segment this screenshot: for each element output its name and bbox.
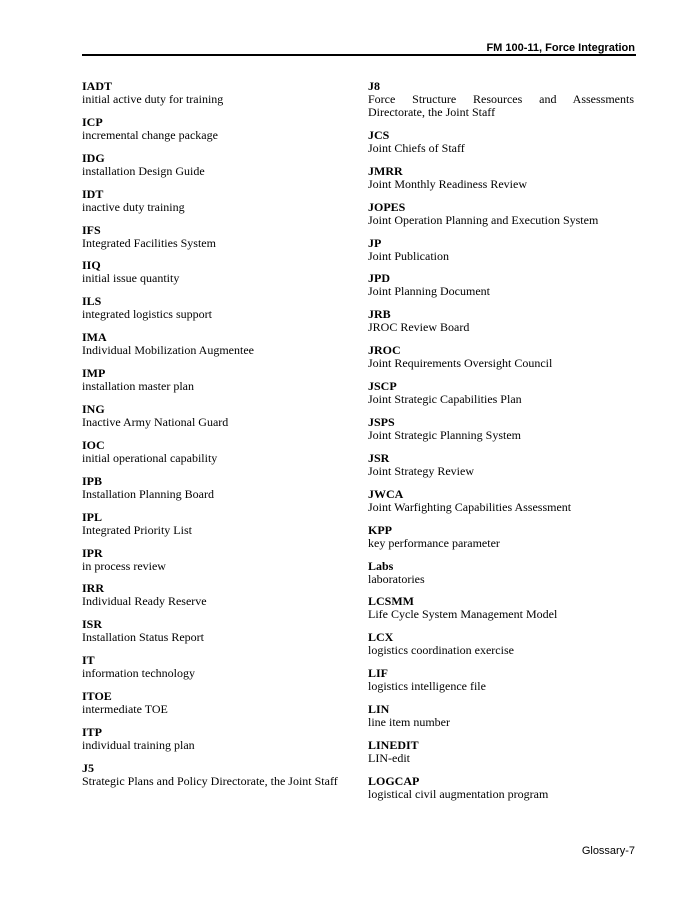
glossary-right-column <box>368 80 634 811</box>
glossary-entry <box>368 631 634 657</box>
glossary-term: IT <box>82 653 95 668</box>
glossary-term: JRB <box>368 307 391 322</box>
glossary-definition: key performance parameter <box>368 535 500 550</box>
glossary-term: IMA <box>82 330 107 345</box>
glossary-term: KPP <box>368 522 392 537</box>
glossary-definition: Individual Ready Reserve <box>82 594 207 609</box>
glossary-definition: initial active duty for training <box>82 92 224 106</box>
glossary-entry <box>82 690 352 716</box>
glossary-entry <box>82 152 352 178</box>
glossary-definition: incremental change package <box>82 127 218 142</box>
glossary-definition: Joint Chiefs of Staff <box>368 140 465 155</box>
glossary-term: IPB <box>82 473 103 488</box>
glossary-term: LINEDIT <box>368 738 419 753</box>
glossary-definition: logistics intelligence file <box>368 679 486 694</box>
glossary-entry <box>368 380 634 406</box>
glossary-definition: integrated logistics support <box>82 307 212 322</box>
glossary-definition: logistical civil augmentation program <box>368 786 549 801</box>
glossary-entry <box>368 308 634 334</box>
glossary-left-column <box>82 80 352 798</box>
glossary-term: IPL <box>82 509 103 524</box>
glossary-term: J8 <box>368 79 380 93</box>
glossary-definition: in process review <box>82 558 166 573</box>
glossary-term: ILS <box>82 294 102 309</box>
glossary-entry <box>82 511 352 537</box>
glossary-term: IRR <box>82 581 105 596</box>
glossary-entry <box>368 344 634 370</box>
glossary-term: ITP <box>82 725 103 740</box>
glossary-definition: initial issue quantity <box>82 271 180 286</box>
glossary-entry <box>368 452 634 478</box>
glossary-term: ICP <box>82 114 103 129</box>
glossary-definition: Joint Strategy Review <box>368 463 474 478</box>
glossary-definition: line item number <box>368 715 450 730</box>
glossary-definition: Integrated Facilities System <box>82 235 216 250</box>
glossary-definition: Joint Monthly Readiness Review <box>368 176 527 191</box>
glossary-entry <box>82 259 352 285</box>
glossary-entry <box>82 654 352 680</box>
glossary-term: IDT <box>82 186 104 201</box>
glossary-definition: Installation Planning Board <box>82 486 214 501</box>
glossary-definition: Joint Planning Document <box>368 284 490 299</box>
glossary-definition: LIN-edit <box>368 751 410 766</box>
glossary-entry <box>368 775 634 801</box>
glossary-term: IIQ <box>82 258 101 273</box>
glossary-entry <box>82 582 352 608</box>
glossary-definition: Joint Publication <box>368 248 449 263</box>
glossary-definition: JROC Review Board <box>368 320 470 335</box>
glossary-entry <box>82 331 352 357</box>
glossary-term: ISR <box>82 617 103 632</box>
glossary-definition: installation Design Guide <box>82 163 205 178</box>
glossary-definition: information technology <box>82 666 195 681</box>
glossary-definition: Joint Operation Planning and Execution System <box>368 212 599 227</box>
glossary-entry <box>368 703 634 729</box>
page-number: Glossary-7 <box>581 845 635 857</box>
glossary-term: JPD <box>368 271 390 286</box>
glossary-definition: Individual Mobilization Augmentee <box>82 343 254 358</box>
glossary-term: JWCA <box>368 486 404 501</box>
glossary-term: LIF <box>368 666 389 681</box>
glossary-entry <box>82 188 352 214</box>
glossary-definition: installation master plan <box>82 379 194 394</box>
glossary-definition: Installation Status Report <box>82 630 204 645</box>
glossary-definition: Joint Requirements Oversight Council <box>368 356 553 371</box>
glossary-entry <box>82 116 352 142</box>
glossary-definition: inactive duty training <box>82 199 185 214</box>
glossary-entry <box>368 201 634 227</box>
glossary-term: IPR <box>82 545 103 560</box>
glossary-term: IADT <box>82 79 113 93</box>
glossary-entry <box>368 129 634 155</box>
glossary-entry <box>368 416 634 442</box>
glossary-definition: initial operational capability <box>82 450 218 465</box>
glossary-entry <box>368 237 634 263</box>
glossary-term: ING <box>82 402 105 417</box>
glossary-entry <box>82 224 352 250</box>
glossary-term: JMRR <box>368 163 403 178</box>
glossary-definition: Strategic Plans and Policy Directorate, the Joint Staff <box>82 773 338 788</box>
glossary-term: LCSMM <box>368 594 414 609</box>
glossary-entry <box>82 80 352 106</box>
glossary-term: JROC <box>368 343 401 358</box>
glossary-definition: Joint Warfighting Capabilities Assessment <box>368 499 572 514</box>
glossary-entry <box>82 726 352 752</box>
header-rule <box>82 54 636 56</box>
glossary-entry <box>368 80 634 119</box>
glossary-entry <box>368 488 634 514</box>
glossary-entry <box>368 560 634 586</box>
glossary-term: LOGCAP <box>368 773 420 788</box>
glossary-term: JSR <box>368 450 390 465</box>
glossary-term: JSCP <box>368 379 397 394</box>
glossary-entry <box>368 667 634 693</box>
glossary-definition: Inactive Army National Guard <box>82 415 229 430</box>
glossary-entry <box>82 367 352 393</box>
glossary-entry <box>82 618 352 644</box>
glossary-entry <box>82 475 352 501</box>
glossary-entry <box>368 272 634 298</box>
glossary-term: Labs <box>368 558 394 573</box>
glossary-definition: Force Structure Resources and Assessments Directorate, the Joint Staff <box>368 92 634 119</box>
glossary-entry <box>368 165 634 191</box>
glossary-term: ITOE <box>82 689 112 704</box>
glossary-definition: Joint Strategic Planning System <box>368 428 521 443</box>
glossary-term: LCX <box>368 630 394 645</box>
glossary-definition: laboratories <box>368 571 425 586</box>
glossary-entry <box>82 762 352 788</box>
glossary-term: JCS <box>368 127 390 142</box>
glossary-entry <box>82 295 352 321</box>
glossary-term: JOPES <box>368 199 406 214</box>
glossary-entry <box>368 595 634 621</box>
glossary-term: IMP <box>82 366 106 381</box>
glossary-definition: logistics coordination exercise <box>368 643 514 658</box>
glossary-term: LIN <box>368 702 390 717</box>
glossary-entry <box>368 739 634 765</box>
glossary-definition: Integrated Priority List <box>82 522 192 537</box>
glossary-term: J5 <box>82 760 94 775</box>
glossary-term: JSPS <box>368 415 395 430</box>
glossary-definition: Life Cycle System Management Model <box>368 607 558 622</box>
glossary-definition: individual training plan <box>82 738 195 753</box>
glossary-term: JP <box>368 235 382 250</box>
glossary-definition: intermediate TOE <box>82 702 168 717</box>
glossary-entry <box>82 439 352 465</box>
glossary-term: IDG <box>82 150 105 165</box>
glossary-entry <box>82 403 352 429</box>
glossary-entry <box>368 524 634 550</box>
glossary-term: IOC <box>82 437 105 452</box>
glossary-definition: Joint Strategic Capabilities Plan <box>368 392 522 407</box>
glossary-term: IFS <box>82 222 101 237</box>
glossary-entry <box>82 547 352 573</box>
running-header: FM 100-11, Force Integration <box>486 42 635 54</box>
